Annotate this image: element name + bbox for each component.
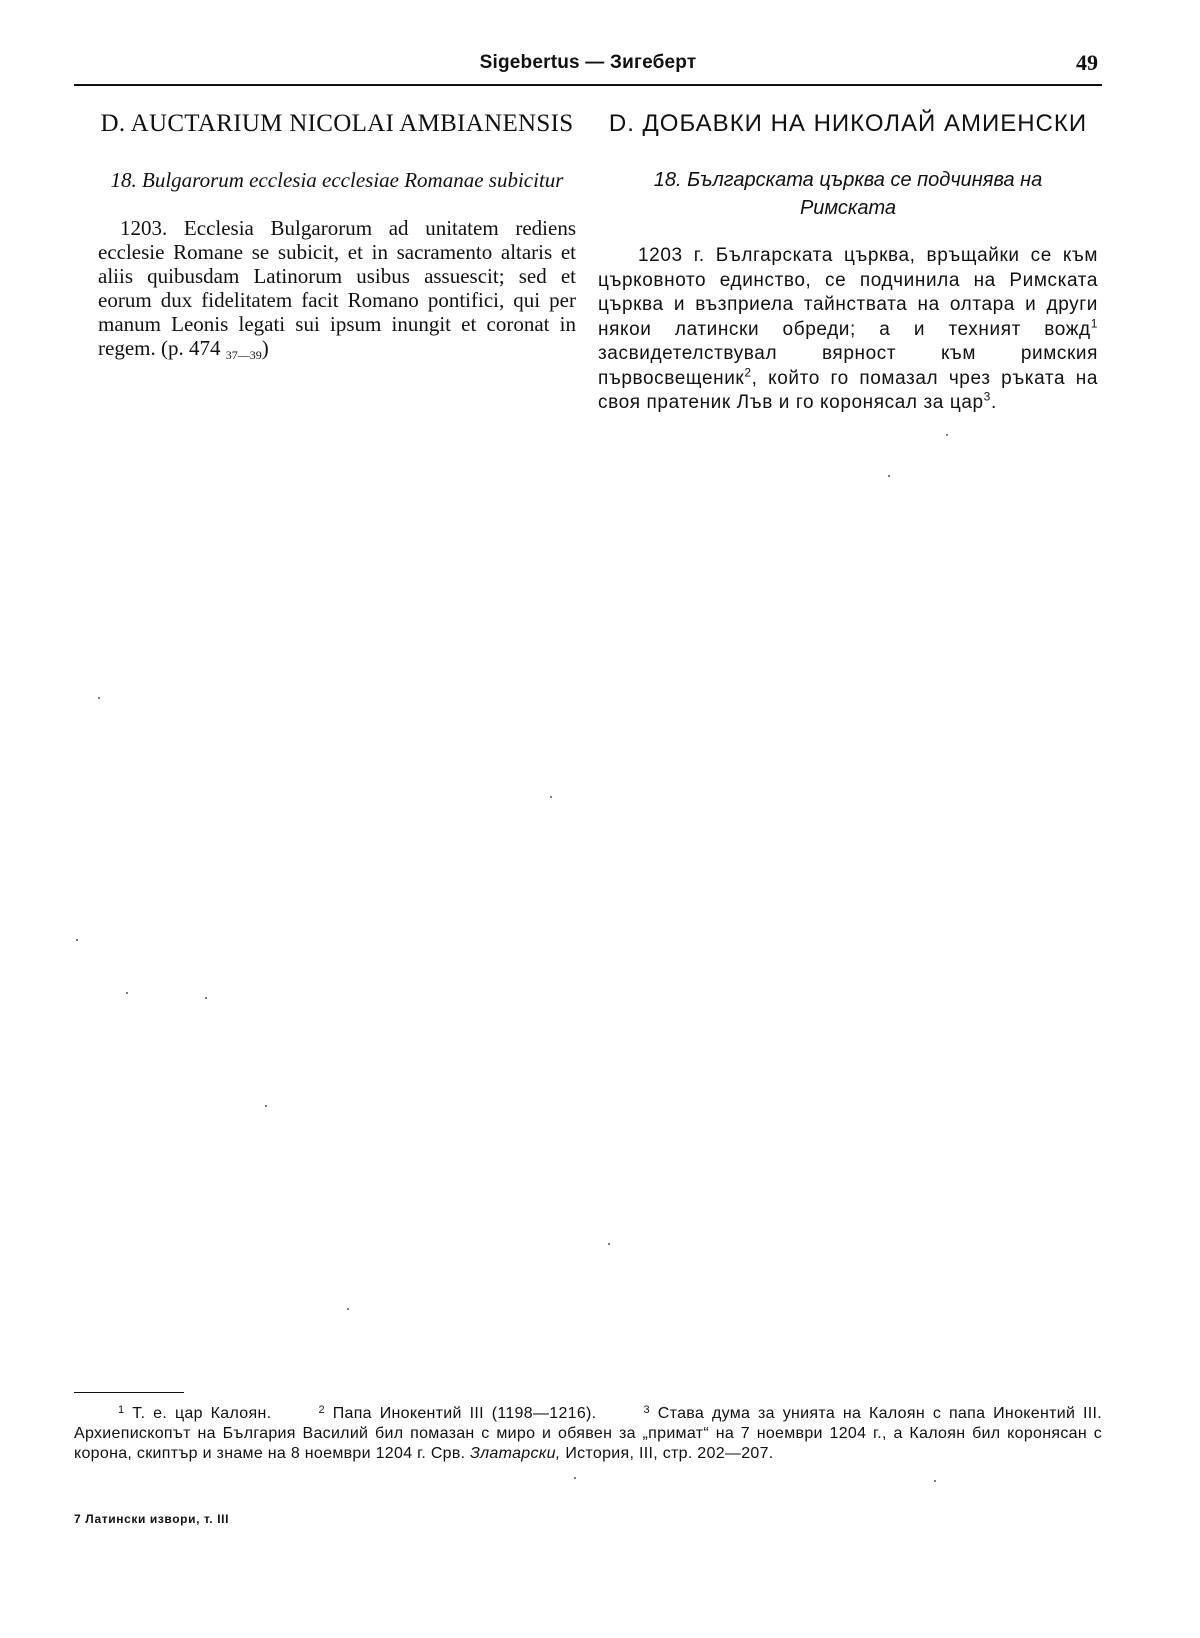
footnote-2-number: 2 [318, 1404, 325, 1416]
bulgarian-section-title: D. ДОБАВКИ НА НИКОЛАЙ АМИЕНСКИ [608, 110, 1088, 137]
running-title: Sigebertus — Зигеберт [479, 52, 697, 73]
scan-speck [574, 1477, 576, 1479]
bulgarian-column [598, 110, 1098, 416]
latin-reference-close: ) [261, 336, 269, 360]
footnote-marker-2[interactable]: 2 [744, 365, 752, 380]
latin-column [98, 110, 576, 367]
scan-speck [265, 1105, 267, 1107]
latin-reference-lines: 37—39 [225, 348, 262, 362]
footnote-2-text: Папа Инокентий III (1198—1216). [332, 1405, 597, 1422]
footnote-1-text: Т. е. цар Калоян. [132, 1405, 272, 1422]
page-number: 49 [1076, 50, 1098, 75]
scan-speck [347, 1308, 349, 1310]
latin-reference: (p. 474 [160, 336, 221, 360]
scan-speck [608, 1243, 610, 1245]
footnote-3-text: Става дума за унията на Калоян с папа Инокентий III. Архиепископът на България Василий бил помазан с миро и обявен за „примат“ на 7 ноември 1204 г., а Калоян бил коронясан с корона, скиптър и знаме на 8 ноември 1204 г. Срв. [74, 1405, 1103, 1462]
footnote-divider [74, 1392, 184, 1393]
running-header [74, 50, 1102, 86]
bulgarian-text-end: . [990, 392, 997, 413]
bulgarian-text-part2: засвидетелствувал вярност към римския първосвещеник [598, 343, 1098, 389]
footnote-marker-3[interactable]: 3 [983, 389, 991, 404]
scan-speck [76, 939, 78, 941]
bulgarian-entry-heading: 18. Българската църква се подчинява на Римската [653, 169, 1043, 219]
footnote-marker-1[interactable]: 1 [1090, 316, 1098, 331]
footnote-3-tail: История, III, стр. 202—207. [565, 1445, 774, 1462]
scan-speck [934, 1480, 936, 1482]
scan-speck [550, 796, 552, 798]
footnote-3-author: Златарски, [470, 1445, 561, 1462]
footnote-3-number: 3 [643, 1404, 650, 1416]
latin-section-title: D. AUCTARIUM NICOLAI AMBIANENSIS [100, 110, 574, 137]
bulgarian-text-part1: 1203 г. Българската църква, връщайки се към църковното единство, се подчинила на Римската църква и възприела тайнствата на олтара и други някои латински обреди; а и техният вожд [598, 245, 1098, 340]
footnotes [74, 1400, 1102, 1464]
latin-entry-text: 1203. Ecclesia Bulgarorum ad unitatem rediens ecclesie Romane se subicit, et in sacramento altaris et aliis quibusdam Latinorum usibus assuescit; sed et eorum dux fidelitatem facit Romano pontifici, qui per manum Leonis legati sui ipsum inungit et coronat in regem. [98, 216, 576, 360]
signature-line: 7 Латински извори, т. III [74, 1512, 230, 1526]
scan-speck [205, 997, 207, 999]
scan-speck [126, 992, 128, 994]
footnote-1-number: 1 [118, 1404, 125, 1416]
scan-speck [946, 434, 948, 436]
bulgarian-entry-body [598, 244, 1098, 416]
latin-entry-heading: 18. Bulgarorum ecclesia ecclesiae Romanae subicitur [110, 168, 564, 192]
latin-entry-body [98, 216, 576, 367]
scan-speck [98, 697, 100, 699]
scan-speck [888, 475, 890, 477]
bulgarian-text-part3: , който го помазал чрез ръката на своя пратеник Лъв и го коронясал за цар [598, 367, 1098, 413]
